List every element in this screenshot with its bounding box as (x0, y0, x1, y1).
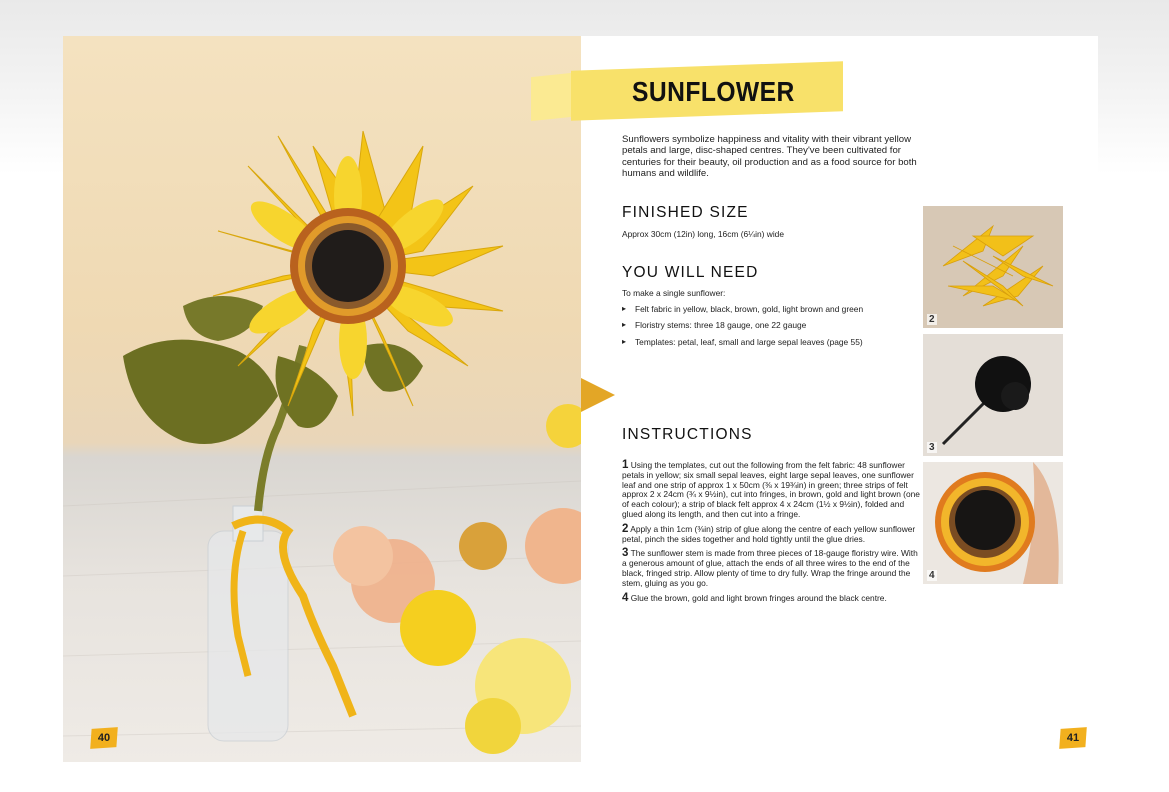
page-title: SUNFLOWER (632, 76, 795, 107)
sunflower-photo (63, 36, 581, 762)
page-number-right: 41 (1060, 728, 1086, 748)
finished-size-heading: FINISHED SIZE (622, 204, 749, 221)
instruction-step: 4 Glue the brown, gold and light brown fringes around the black centre. (622, 591, 887, 604)
you-will-need-heading: YOU WILL NEED (622, 264, 759, 281)
list-item: ▸ Felt fabric in yellow, black, brown, gold, light brown and green (622, 304, 942, 314)
right-page (581, 36, 1098, 762)
instruction-step: 3 The sunflower stem is made from three pieces of 18-gauge floristry wire. With a generous amount of glue, attach the ends of all three wires to the end of the black, fringed strip. Allow plenty of time to dry fully. Wrap the fringe around the stem, gluing as you go. (622, 547, 918, 588)
arrow-marker-icon (581, 378, 615, 412)
instructions-list (622, 461, 922, 608)
book-spread (63, 36, 1098, 762)
instruction-step: 1 Using the templates, cut out the following from the felt fabric: 48 sunflower petals in yellow; six small sepal leaves, eight large sepal leaves, one sunflower leaf and one strip of approx 1 x 50cm (⅜ x 19¾in) in green; three strips of felt approx 2 x 24cm (¾ x 9½in), cut into fringes, in brown, gold and light brown (one of each colour); a strip of black felt approx 4 x 24cm (1½ x 9½in), folded and glued along its length, and then cut into a fringe. (622, 459, 920, 519)
you-will-need-lead: To make a single sunflower: (622, 288, 726, 298)
left-page (63, 36, 581, 762)
instruction-step: 2 Apply a thin 1cm (⅜in) strip of glue along the centre of each yellow sunflower petal, pinch the sides together and hold tightly until the glue dries. (622, 522, 916, 544)
finished-size-text: Approx 30cm (12in) long, 16cm (6¼in) wide (622, 229, 784, 239)
list-item: ▸ Floristry stems: three 18 gauge, one 22 gauge (622, 320, 942, 330)
list-item: ▸ Templates: petal, leaf, small and large sepal leaves (page 55) (622, 337, 942, 347)
materials-list (622, 304, 942, 353)
step-photo-3: 3 (923, 334, 1063, 456)
step-photo-4: 4 (923, 462, 1063, 584)
intro-paragraph: Sunflowers symbolize happiness and vitality with their vibrant yellow petals and large, disc-shaped centres. They've been cultivated for centuries for their beauty, oil production and as a food source for both humans and wildlife. (622, 134, 917, 180)
page-number-left: 40 (91, 728, 117, 748)
step-photo-2: 2 (923, 206, 1063, 328)
instructions-heading: INSTRUCTIONS (622, 426, 753, 443)
